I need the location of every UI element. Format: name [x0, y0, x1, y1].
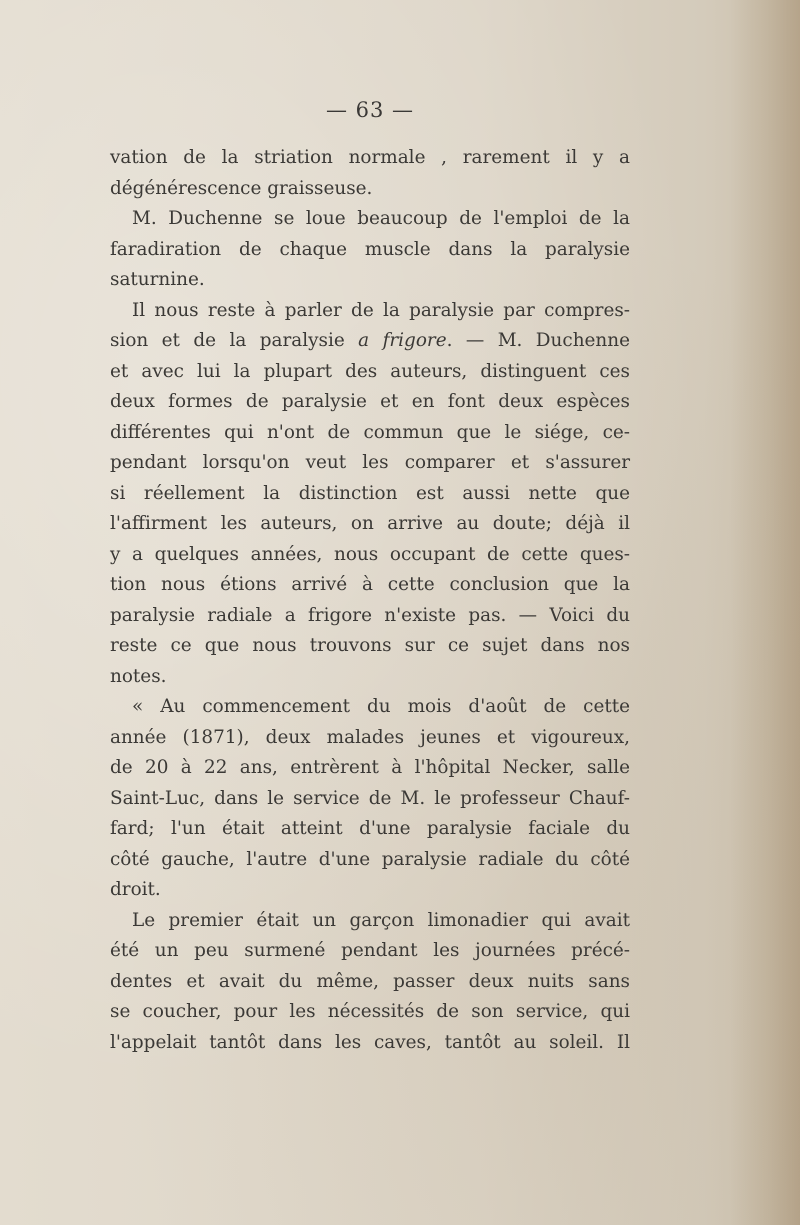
text-line: notes.: [110, 665, 167, 687]
text-line: y a quelques années, nous occupant de cette ques-: [110, 543, 630, 565]
text-segment: sion et de la paralysie: [110, 330, 359, 351]
text-line: et avec lui la plupart des auteurs, distinguent ces: [110, 360, 630, 382]
text-line: été un peu surmené pendant les journées précé-: [110, 940, 630, 961]
text-line: se coucher, pour les nécessités de son service, qui: [110, 1001, 630, 1022]
text-line: M. Duchenne se loue beaucoup de l'emploi de la: [132, 208, 630, 229]
text-line: dégénérescence graisseuse.: [110, 177, 373, 199]
text-line: si réellement la distinction est aussi nette que: [110, 482, 630, 504]
text-line: tion nous étions arrivé à cette conclusion que la: [110, 574, 630, 595]
page-number: — 63 —: [325, 98, 415, 122]
text-line: l'appelait tantôt dans les caves, tantôt au soleil. Il: [110, 1031, 630, 1053]
text-line: [110, 326, 630, 357]
text-line: l'affirment les auteurs, on arrive au doute; déjà il: [110, 513, 630, 534]
text-line: « Au commencement du mois d'août de cette: [132, 696, 630, 717]
text-line: reste ce que nous trouvons sur ce sujet dans nos: [110, 635, 630, 656]
page-edge-shadow: [730, 0, 800, 1225]
text-segment: . — M. Duchenne: [446, 330, 630, 351]
text-line: paralysie radiale a frigore n'existe pas. — Voici du: [110, 604, 630, 626]
text-line: année (1871), deux malades jeunes et vigoureux,: [110, 726, 630, 748]
text-line: droit.: [110, 879, 161, 900]
text-line: fard; l'un était atteint d'une paralysie faciale du: [110, 818, 630, 839]
text-line: pendant lorsqu'on veut les comparer et s'assurer: [110, 452, 630, 473]
italic-term: a frigore: [358, 330, 447, 351]
text-line: faradiration de chaque muscle dans la paralysie: [110, 238, 630, 260]
text-line: Le premier était un garçon limonadier qui avait: [132, 909, 630, 931]
text-line: saturnine.: [110, 269, 205, 290]
text-line: dentes et avait du même, passer deux nuits sans: [110, 970, 630, 992]
text-line: de 20 à 22 ans, entrèrent à l'hôpital Necker, salle: [110, 757, 630, 778]
text-line: côté gauche, l'autre d'une paralysie radiale du côté: [110, 848, 630, 870]
text-line: différentes qui n'ont de commun que le siége, ce-: [110, 421, 630, 443]
text-line: Il nous reste à parler de la paralysie par compres-: [132, 299, 630, 321]
body-text: [110, 143, 630, 1058]
text-line: vation de la striation normale , rarement il y a: [110, 147, 630, 168]
text-line: Saint-Luc, dans le service de M. le professeur Chauf-: [110, 787, 630, 809]
text-line: deux formes de paralysie et en font deux espèces: [110, 391, 630, 412]
